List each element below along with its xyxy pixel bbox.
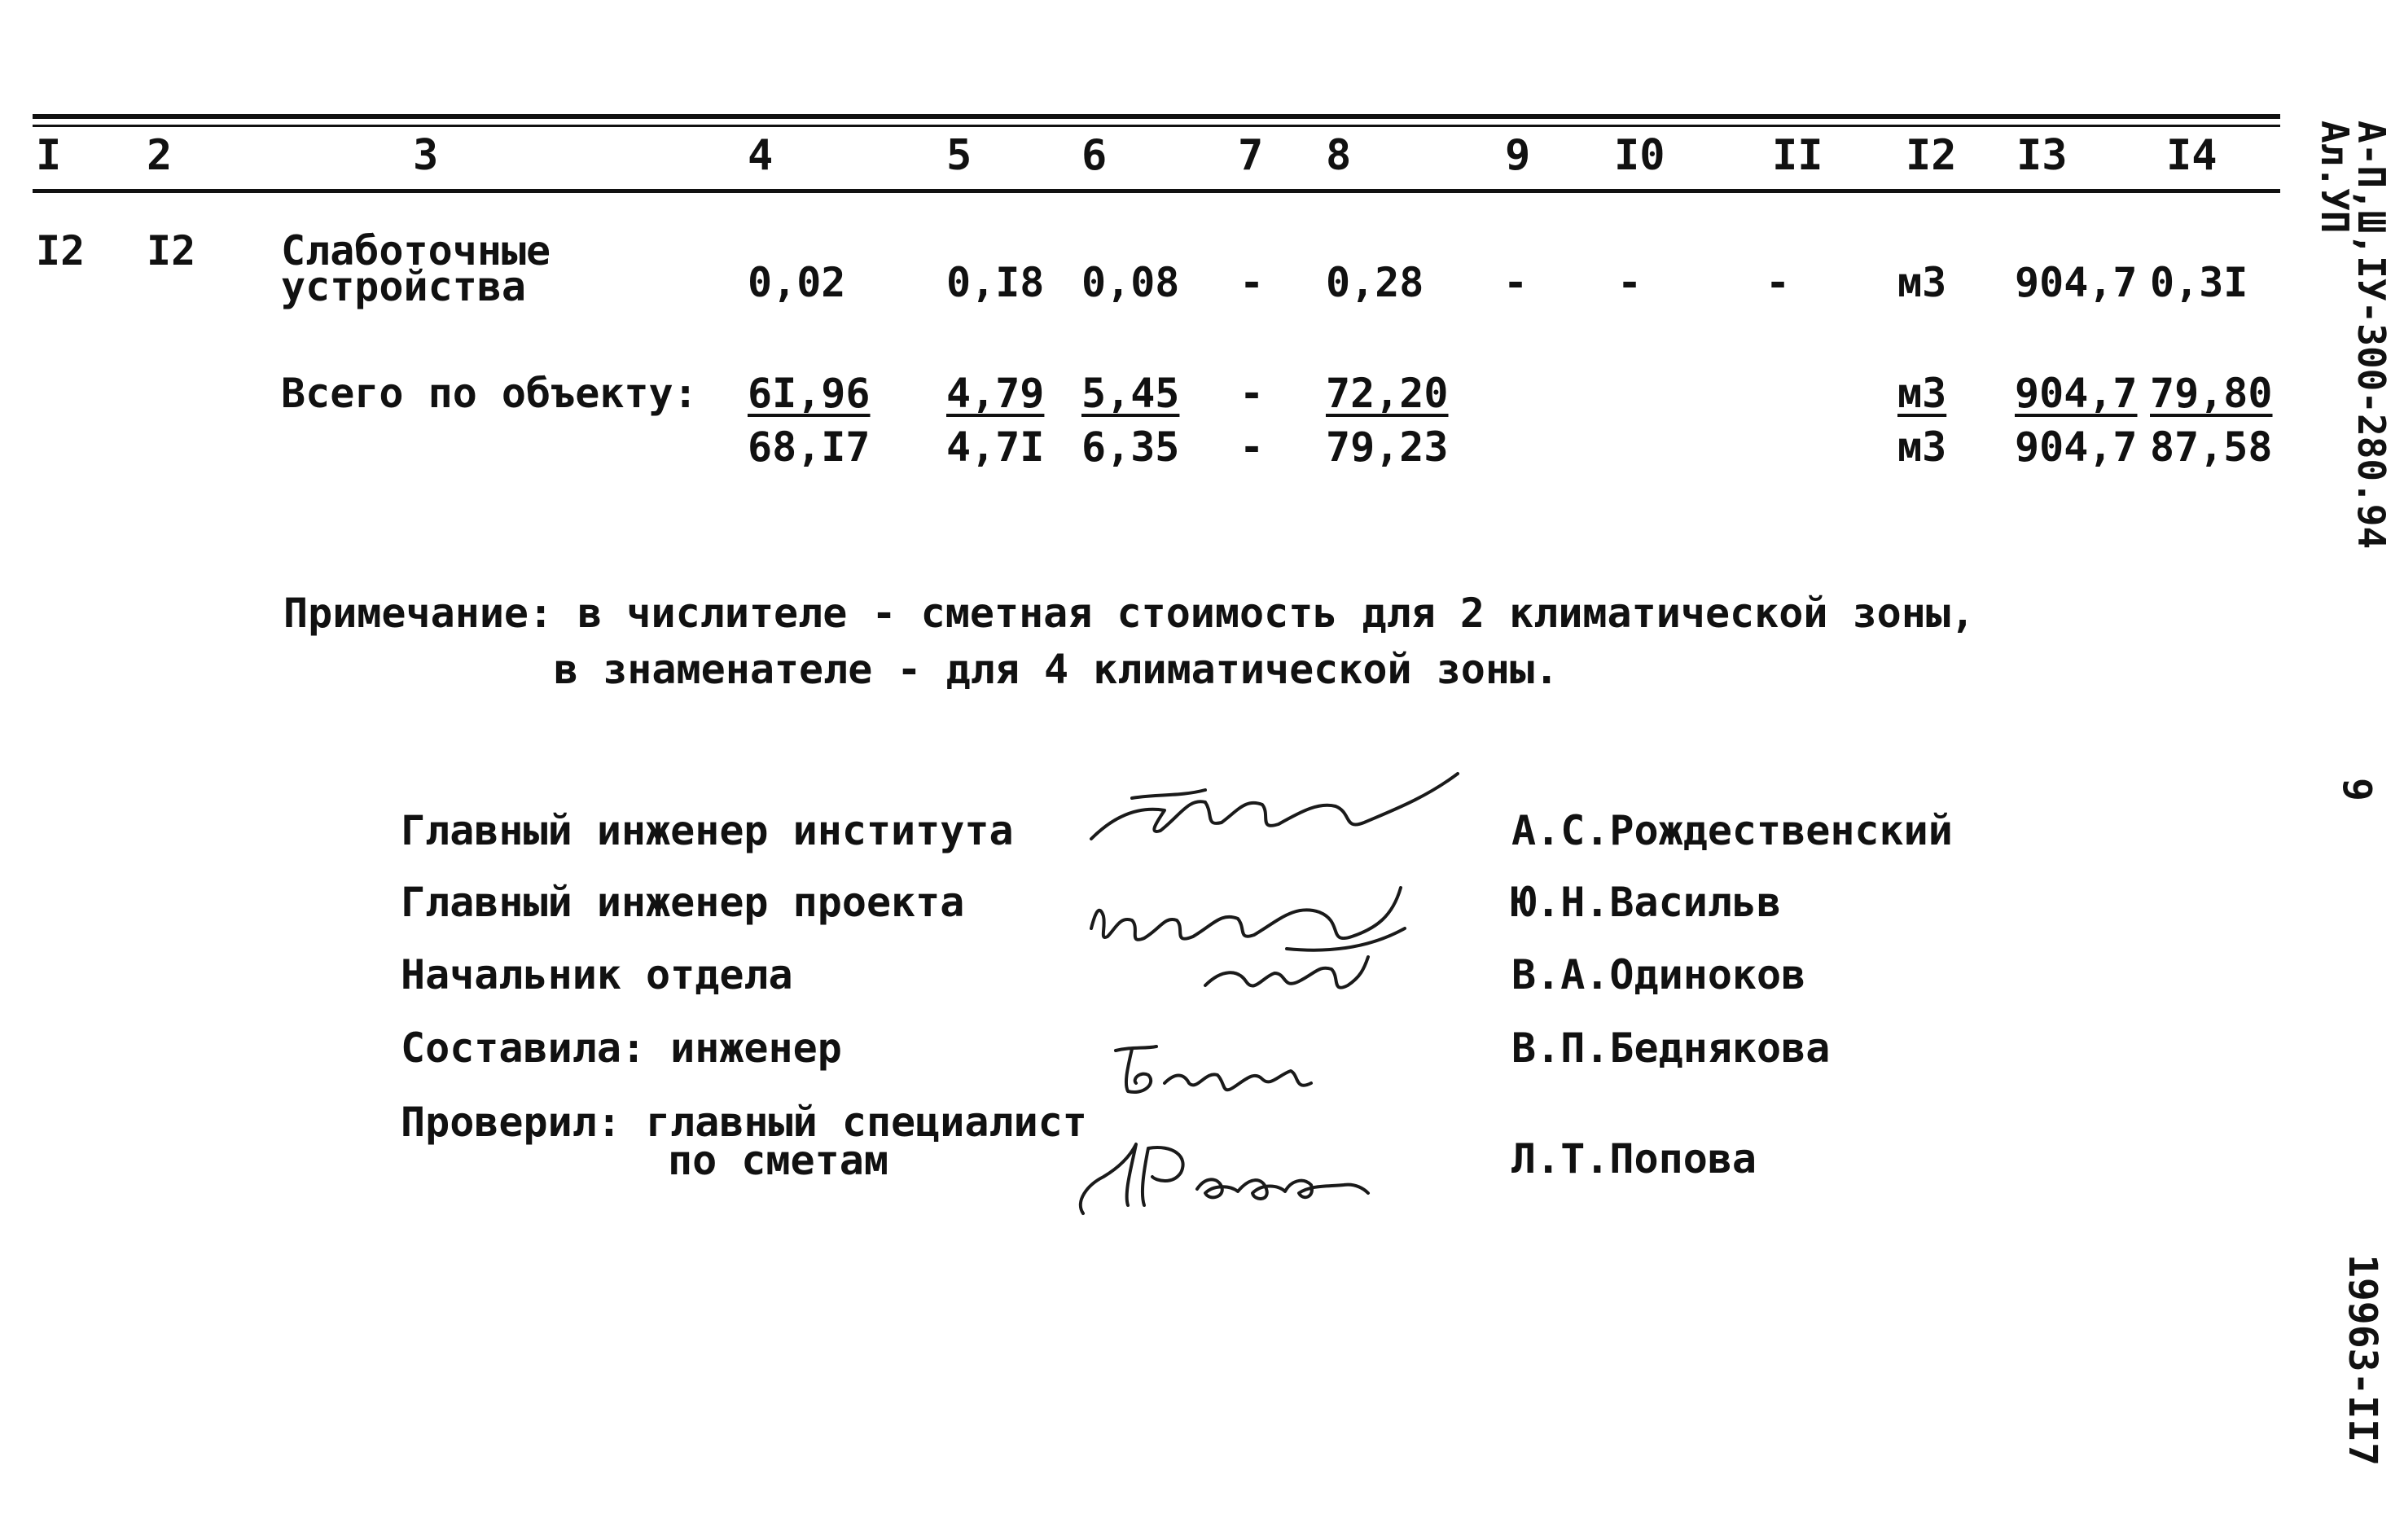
- cell: -: [1239, 259, 1265, 306]
- page-number: 9: [2334, 778, 2380, 801]
- total-den-cell: 4,7I: [946, 423, 1045, 471]
- note-line2: в знаменателе - для 4 климатической зоны.: [554, 646, 1560, 693]
- doc-code-sheet: Ал.УП: [2313, 121, 2357, 234]
- col-header: 5: [946, 131, 972, 180]
- col-header: I4: [2166, 131, 2218, 180]
- total-num-cell: 6I,96: [748, 370, 871, 417]
- col-header: 2: [147, 131, 173, 180]
- col-header: 6: [1081, 131, 1108, 180]
- total-den-cell: 68,I7: [748, 423, 871, 471]
- col-header: I0: [1614, 131, 1665, 180]
- row-name-line1: Слаботочные: [281, 227, 551, 274]
- row-name-line2: устройства: [281, 263, 527, 310]
- total-num-cell: 904,7: [2015, 370, 2138, 417]
- signature-3: [1197, 945, 1376, 1010]
- total-label: Всего по объекту:: [281, 370, 698, 417]
- cell: -: [1503, 259, 1529, 306]
- cell: 0,28: [1326, 259, 1424, 306]
- total-num-cell: -: [1239, 370, 1265, 417]
- col-header: 8: [1326, 131, 1352, 180]
- signatory-name: Л.Т.Попова: [1511, 1135, 1757, 1182]
- total-den-cell: -: [1239, 423, 1265, 471]
- signatory-title-line2: по сметам: [668, 1137, 888, 1184]
- total-den-cell: м3: [1897, 423, 1947, 471]
- signature-1: [1083, 766, 1474, 855]
- col-header: I2: [1906, 131, 1957, 180]
- table-top-rule-thin: [33, 125, 2280, 127]
- signatory-title: Главный инженер проекта: [401, 879, 965, 926]
- total-num-cell: 5,45: [1081, 370, 1180, 417]
- total-num-cell: 4,79: [946, 370, 1045, 417]
- total-den-cell: 6,35: [1081, 423, 1180, 471]
- col-header: 7: [1238, 131, 1264, 180]
- row-num: I2: [36, 227, 86, 274]
- total-num-cell: м3: [1897, 370, 1947, 417]
- col-header: I: [36, 131, 62, 180]
- total-den-cell: 87,58: [2150, 423, 2273, 471]
- cell: -: [1766, 259, 1791, 306]
- cell: 0,08: [1081, 259, 1180, 306]
- signatory-name: В.П.Беднякова: [1511, 1024, 1831, 1072]
- signatory-title: Составила: инженер: [401, 1024, 842, 1072]
- col-header: 4: [748, 131, 774, 180]
- signatory-title: Главный инженер института: [401, 807, 1014, 854]
- table-top-rule: [33, 114, 2280, 119]
- total-num-cell: 79,80: [2150, 370, 2273, 417]
- cell: -: [1617, 259, 1643, 306]
- signatory-title: Начальник отдела: [401, 951, 793, 998]
- col-header: I3: [2016, 131, 2068, 180]
- col-header: 9: [1505, 131, 1531, 180]
- total-den-cell: 79,23: [1326, 423, 1449, 471]
- note-line1: Примечание: в числителе - сметная стоимость для 2 климатической зоны,: [283, 590, 1976, 637]
- signatory-name: А.С.Рождественский: [1511, 807, 1953, 854]
- cell: 904,7: [2015, 259, 2138, 306]
- col-header: 3: [413, 131, 439, 180]
- cell: 0,02: [748, 259, 846, 306]
- total-den-cell: 904,7: [2015, 423, 2138, 471]
- signature-5: [1067, 1128, 1376, 1226]
- cell: 0,3I: [2150, 259, 2248, 306]
- table-header-bottom-rule: [33, 189, 2280, 193]
- signatory-title: Проверил: главный специалист: [401, 1099, 1087, 1146]
- cell: м3: [1897, 259, 1947, 306]
- total-num-cell: 72,20: [1326, 370, 1449, 417]
- inventory-number: 19963-II7: [2340, 1254, 2385, 1467]
- cell: 0,I8: [946, 259, 1045, 306]
- signatory-name: В.А.Одиноков: [1511, 951, 1806, 998]
- doc-code: А-П,Ш,IУ-300-280.94: [2349, 121, 2393, 550]
- row-code: I2: [147, 227, 196, 274]
- col-header: II: [1772, 131, 1823, 180]
- signature-4: [1099, 1034, 1327, 1108]
- signatory-name: Ю.Н.Васильв: [1511, 879, 1782, 926]
